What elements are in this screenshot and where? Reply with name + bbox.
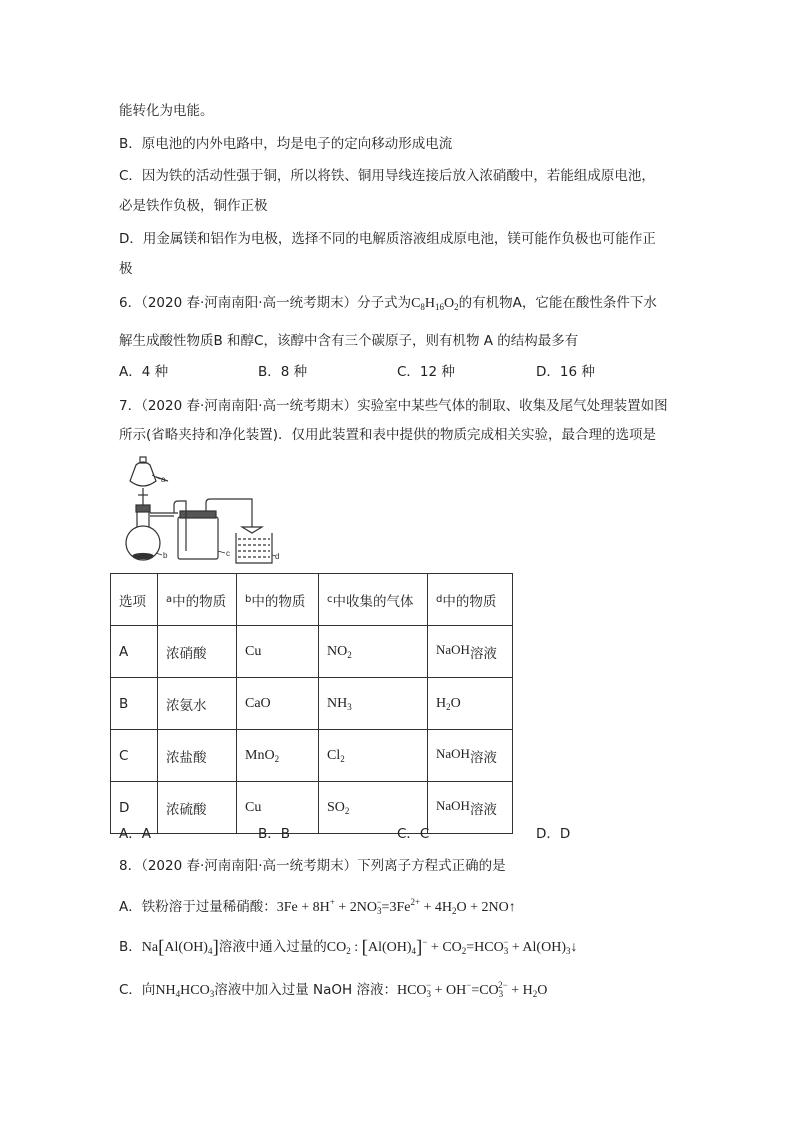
label-c: c: [226, 549, 230, 558]
q7-option-a: A．A: [119, 826, 151, 842]
q7-option-b: B．B: [258, 826, 291, 842]
q6-option-c: C．12 种: [397, 364, 455, 380]
q8-option-b: B．$Na[Al(OH)_4]$溶液中通入过量的$CO_2$ : $[Al(OH)_4]^- + CO_2=HCO_3^-$ + $Al(OH)_3↓$: [119, 937, 578, 958]
q5-continuation: 能转化为电能。: [119, 103, 214, 119]
q7-table: [110, 573, 513, 834]
apparatus-diagram: [112, 455, 282, 565]
label-d: d: [275, 552, 280, 561]
q7-stem-line1: 7．（2020 春·河南南阳·高一统考期末）实验室中某些气体的制取、收集及尾气处理装置如图: [119, 398, 668, 414]
q7-stem-line2: 所示(省略夹持和净化装置)．仅用此装置和表中提供的物质完成相关实验，最合理的选项是: [119, 427, 657, 443]
q5-option-d-line2: 极: [119, 261, 133, 277]
q5-option-c-line1: C．因为铁的活动性强于铜，所以将铁、铜用导线连接后放入浓硝酸中，若能组成原电池，: [119, 168, 655, 184]
q6-formula: $C_8H_{16}O_2$: [411, 296, 459, 312]
q6-stem-line2: 解生成酸性物质B 和醇C，该醇中含有三个碳原子，则有机物 A 的结构最多有: [119, 333, 579, 349]
header-a: $^a$中的物质: [158, 574, 237, 626]
table-row: D 浓硫酸 Cu $SO_2$ NaOH溶液: [111, 782, 513, 834]
q5-option-c-line2: 必是铁作负极，铜作正极: [119, 198, 268, 214]
header-d: $^d$中的物质: [428, 574, 513, 626]
table-header-row: [111, 574, 513, 626]
table-row: A 浓硝酸 Cu $NO_2$ NaOH溶液: [111, 626, 513, 678]
q6-option-b: B．8 种: [258, 364, 308, 380]
header-c: $^c$中收集的气体: [319, 574, 428, 626]
label-a: a: [161, 475, 166, 484]
q5-option-d-line1: D．用金属镁和铝作为电极，选择不同的电解质溶液组成原电池，镁可能作负极也可能作正: [119, 231, 656, 247]
q7-option-c: C．C: [397, 826, 430, 842]
header-option: 选项: [111, 574, 158, 626]
q6-option-d: D．16 种: [536, 364, 595, 380]
q8-equation-a: $3Fe + 8H^+ + 2NO_3^-=3Fe^{2+} + 4H_2O$ + 2NO↑: [276, 897, 516, 916]
q5-option-b: B．原电池的内外电路中，均是电子的定向移动形成电流: [119, 136, 453, 152]
q6-option-a: A．4 种: [119, 364, 169, 380]
q7-option-d: D．D: [536, 826, 571, 842]
q8-option-c: C．向$NH_4HCO_3$溶液中加入过量 NaOH 溶液：$HCO_3^- + OH^-=CO_3^{2-} + H_2O$: [119, 980, 548, 999]
table-row: C 浓盐酸 MnO$_2$ $Cl_2$ NaOH溶液: [111, 730, 513, 782]
header-b: $^b$中的物质: [237, 574, 319, 626]
table-row: B 浓氨水 CaO $NH_3$ $H_2O$: [111, 678, 513, 730]
q8-stem: 8．（2020 春·河南南阳·高一统考期末）下列离子方程式正确的是: [119, 858, 506, 874]
q6-stem-line1: 6．（2020 春·河南南阳·高一统考期末）分子式为$C_8H_{16}O_2$的有机物A，它能在酸性条件下水: [119, 295, 657, 312]
q8-option-a: A．铁粉溶于过量稀硝酸：$3Fe + 8H^+ + 2NO_3^-=3Fe^{2+} + 4H_2O$ + 2NO↑: [119, 897, 516, 916]
label-b: b: [163, 551, 168, 560]
